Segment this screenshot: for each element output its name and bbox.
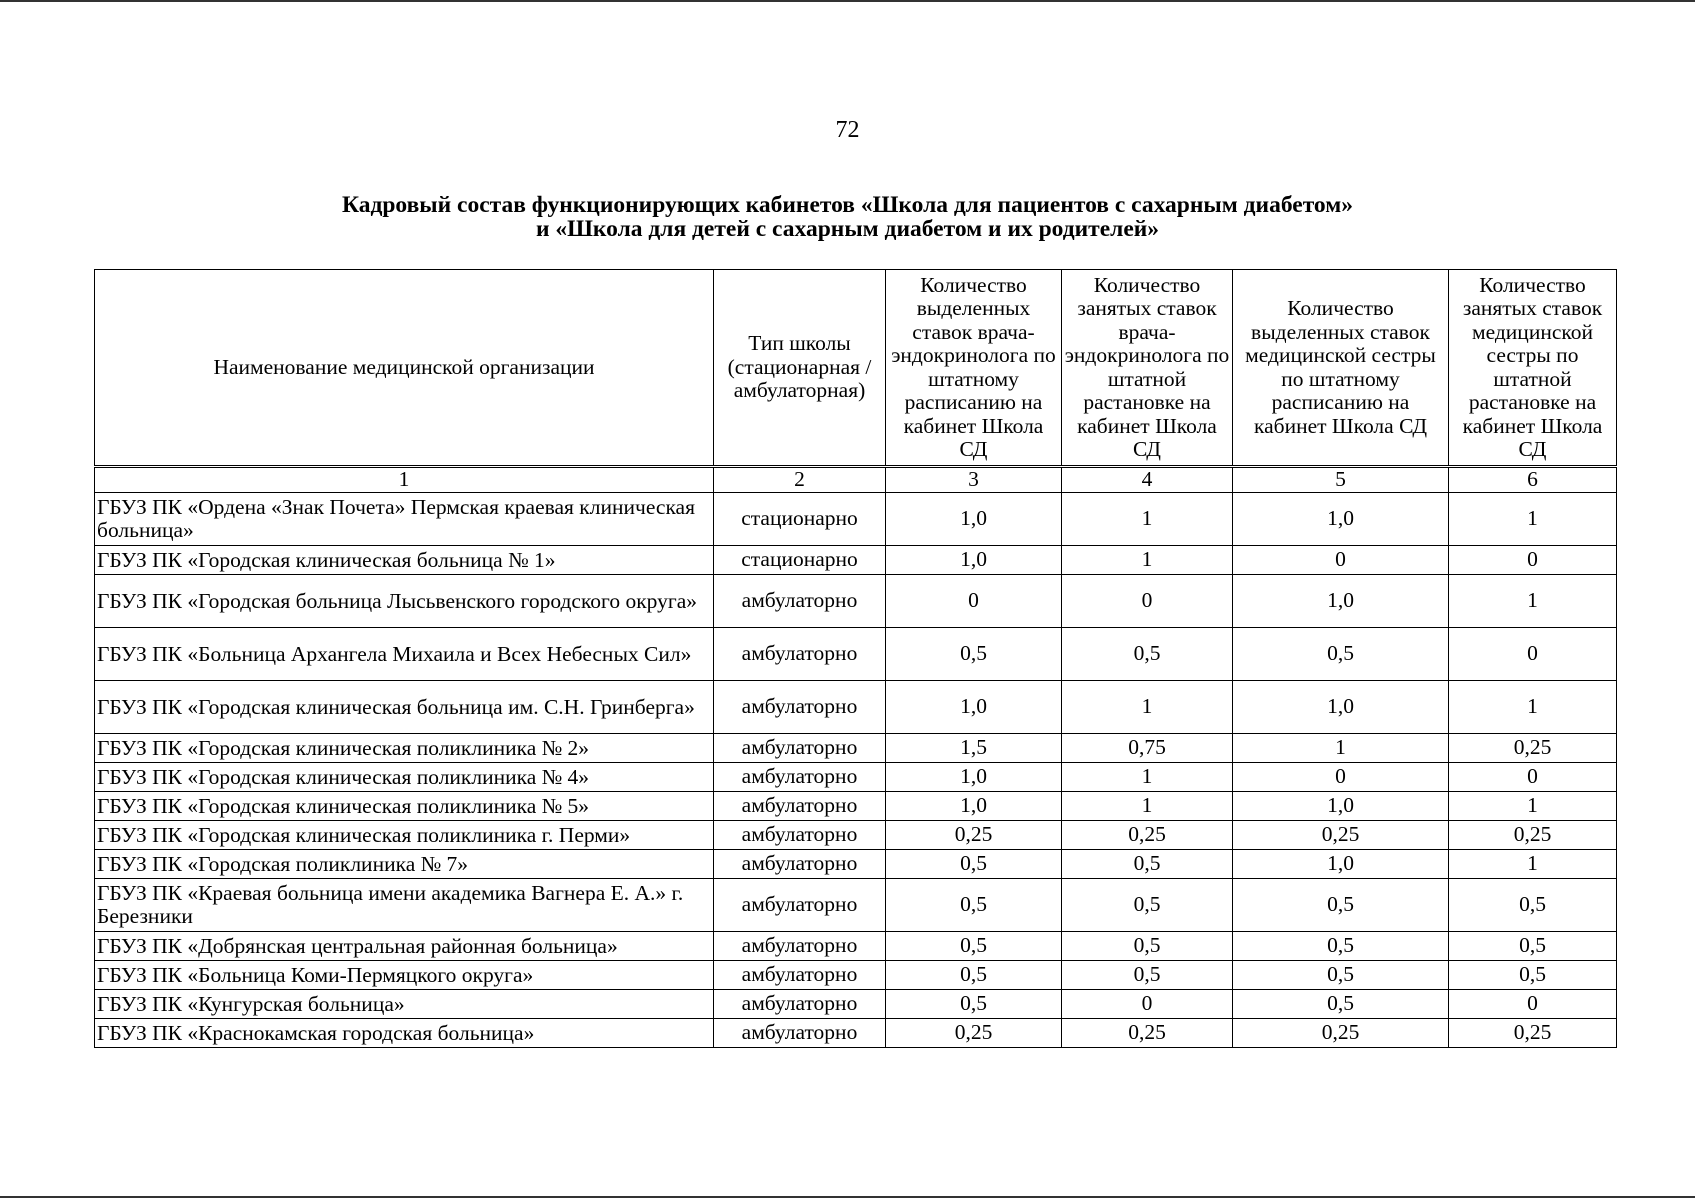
org-name-cell: ГБУЗ ПК «Кунгурская больница» — [95, 990, 714, 1019]
endo-occupied-cell: 1 — [1062, 546, 1233, 575]
endo-occupied-cell: 1 — [1062, 763, 1233, 792]
nurse-occupied-cell: 1 — [1449, 792, 1617, 821]
staff-table — [94, 269, 1617, 1048]
title-line-1: Кадровый состав функционирующих кабинетов «Школа для пациентов с сахарным диабетом» — [341, 192, 1353, 218]
table-row — [95, 1019, 1617, 1048]
nurse-occupied-cell: 0 — [1449, 763, 1617, 792]
table-row — [95, 932, 1617, 961]
school-type-cell: амбулаторно — [714, 850, 886, 879]
school-type-cell: амбулаторно — [714, 628, 886, 681]
endo-occupied-cell: 1 — [1062, 681, 1233, 734]
endo-allocated-cell: 0,5 — [886, 628, 1062, 681]
nurse-allocated-cell: 1,0 — [1233, 575, 1449, 628]
table-body — [95, 493, 1617, 1048]
nurse-occupied-cell: 0,5 — [1449, 961, 1617, 990]
nurse-allocated-cell: 1,0 — [1233, 493, 1449, 546]
org-name-cell: ГБУЗ ПК «Городская клиническая больница № 1» — [95, 546, 714, 575]
nurse-allocated-cell: 1,0 — [1233, 850, 1449, 879]
endo-occupied-cell: 0,5 — [1062, 879, 1233, 932]
table-row — [95, 792, 1617, 821]
endo-allocated-cell: 0,5 — [886, 961, 1062, 990]
org-name-cell: ГБУЗ ПК «Городская клиническая поликлиника г. Перми» — [95, 821, 714, 850]
endo-allocated-cell: 0,5 — [886, 932, 1062, 961]
org-name-cell: ГБУЗ ПК «Больница Коми-Пермяцкого округа» — [95, 961, 714, 990]
table-row — [95, 681, 1617, 734]
endo-occupied-cell: 0 — [1062, 990, 1233, 1019]
column-number: 3 — [886, 467, 1062, 493]
page-bottom-border — [0, 1196, 1695, 1198]
endo-allocated-cell: 1,0 — [886, 792, 1062, 821]
table-row — [95, 734, 1617, 763]
endo-occupied-cell: 0,25 — [1062, 1019, 1233, 1048]
nurse-allocated-cell: 0,5 — [1233, 932, 1449, 961]
table-row — [95, 821, 1617, 850]
org-name-cell: ГБУЗ ПК «Городская больница Лысьвенского городского округа» — [95, 575, 714, 628]
header-endo-occupied: Количество занятых ставок врача-эндокринолога по штатной растановке на кабинет Школа СД — [1062, 270, 1233, 467]
nurse-occupied-cell: 1 — [1449, 575, 1617, 628]
title-line-2: и «Школа для детей с сахарным диабетом и их родителей» — [535, 216, 1160, 242]
org-name-cell: ГБУЗ ПК «Добрянская центральная районная больница» — [95, 932, 714, 961]
nurse-occupied-cell: 1 — [1449, 681, 1617, 734]
endo-allocated-cell: 0,5 — [886, 879, 1062, 932]
school-type-cell: стационарно — [714, 493, 886, 546]
table-row — [95, 546, 1617, 575]
table-row — [95, 961, 1617, 990]
endo-allocated-cell: 0,5 — [886, 990, 1062, 1019]
nurse-allocated-cell: 1,0 — [1233, 681, 1449, 734]
page-top-border — [0, 0, 1695, 2]
school-type-cell: амбулаторно — [714, 1019, 886, 1048]
column-number: 5 — [1233, 467, 1449, 493]
column-number: 6 — [1449, 467, 1617, 493]
org-name-cell: ГБУЗ ПК «Городская поликлиника № 7» — [95, 850, 714, 879]
endo-occupied-cell: 0,5 — [1062, 628, 1233, 681]
nurse-allocated-cell: 0 — [1233, 546, 1449, 575]
nurse-occupied-cell: 0,5 — [1449, 879, 1617, 932]
endo-allocated-cell: 0,25 — [886, 821, 1062, 850]
header-nurse-allocated: Количество выделенных ставок медицинской сестры по штатному расписанию на кабинет Школа СД — [1233, 270, 1449, 467]
school-type-cell: амбулаторно — [714, 734, 886, 763]
nurse-occupied-cell: 0,5 — [1449, 932, 1617, 961]
endo-occupied-cell: 1 — [1062, 792, 1233, 821]
school-type-cell: амбулаторно — [714, 932, 886, 961]
endo-allocated-cell: 1,0 — [886, 681, 1062, 734]
org-name-cell: ГБУЗ ПК «Городская клиническая больница им. С.Н. Гринберга» — [95, 681, 714, 734]
endo-occupied-cell: 0,25 — [1062, 821, 1233, 850]
org-name-cell: ГБУЗ ПК «Краснокамская городская больница» — [95, 1019, 714, 1048]
header-school-type: Тип школы (стационарная / амбулаторная) — [714, 270, 886, 467]
org-name-cell: ГБУЗ ПК «Городская клиническая поликлиника № 4» — [95, 763, 714, 792]
column-number: 2 — [714, 467, 886, 493]
school-type-cell: амбулаторно — [714, 990, 886, 1019]
nurse-allocated-cell: 0,5 — [1233, 628, 1449, 681]
table-row — [95, 763, 1617, 792]
org-name-cell: ГБУЗ ПК «Городская клиническая поликлиника № 5» — [95, 792, 714, 821]
endo-allocated-cell: 0 — [886, 575, 1062, 628]
endo-allocated-cell: 1,0 — [886, 763, 1062, 792]
table-row — [95, 575, 1617, 628]
org-name-cell: ГБУЗ ПК «Городская клиническая поликлиника № 2» — [95, 734, 714, 763]
endo-occupied-cell: 0,5 — [1062, 850, 1233, 879]
nurse-occupied-cell: 0,25 — [1449, 1019, 1617, 1048]
header-endo-allocated: Количество выделенных ставок врача-эндокринолога по штатному расписанию на кабинет Школа СД — [886, 270, 1062, 467]
nurse-allocated-cell: 0 — [1233, 763, 1449, 792]
table-row — [95, 879, 1617, 932]
nurse-occupied-cell: 1 — [1449, 850, 1617, 879]
header-nurse-occupied: Количество занятых ставок медицинской сестры по штатной растановке на кабинет Школа СД — [1449, 270, 1617, 467]
endo-allocated-cell: 0,5 — [886, 850, 1062, 879]
nurse-allocated-cell: 0,5 — [1233, 990, 1449, 1019]
header-org-name: Наименование медицинской организации — [95, 270, 714, 467]
endo-occupied-cell: 0,75 — [1062, 734, 1233, 763]
nurse-occupied-cell: 0,25 — [1449, 821, 1617, 850]
endo-allocated-cell: 1,5 — [886, 734, 1062, 763]
endo-occupied-cell: 0 — [1062, 575, 1233, 628]
table-row — [95, 493, 1617, 546]
org-name-cell: ГБУЗ ПК «Больница Архангела Михаила и Всех Небесных Сил» — [95, 628, 714, 681]
column-number-row — [95, 467, 1617, 493]
nurse-allocated-cell: 0,25 — [1233, 1019, 1449, 1048]
school-type-cell: амбулаторно — [714, 961, 886, 990]
endo-occupied-cell: 0,5 — [1062, 932, 1233, 961]
endo-allocated-cell: 1,0 — [886, 493, 1062, 546]
school-type-cell: стационарно — [714, 546, 886, 575]
nurse-occupied-cell: 0,25 — [1449, 734, 1617, 763]
column-number: 1 — [95, 467, 714, 493]
table-row — [95, 990, 1617, 1019]
school-type-cell: амбулаторно — [714, 821, 886, 850]
nurse-occupied-cell: 0 — [1449, 628, 1617, 681]
nurse-allocated-cell: 0,25 — [1233, 821, 1449, 850]
nurse-allocated-cell: 1,0 — [1233, 792, 1449, 821]
nurse-allocated-cell: 0,5 — [1233, 961, 1449, 990]
nurse-occupied-cell: 1 — [1449, 493, 1617, 546]
endo-occupied-cell: 1 — [1062, 493, 1233, 546]
column-number: 4 — [1062, 467, 1233, 493]
org-name-cell: ГБУЗ ПК «Ордена «Знак Почета» Пермская краевая клиническая больница» — [95, 493, 714, 546]
page-number: 72 — [835, 117, 860, 143]
nurse-occupied-cell: 0 — [1449, 546, 1617, 575]
nurse-allocated-cell: 1 — [1233, 734, 1449, 763]
table-row — [95, 628, 1617, 681]
school-type-cell: амбулаторно — [714, 575, 886, 628]
document-title — [0, 193, 1695, 241]
school-type-cell: амбулаторно — [714, 792, 886, 821]
table-row — [95, 850, 1617, 879]
school-type-cell: амбулаторно — [714, 681, 886, 734]
nurse-occupied-cell: 0 — [1449, 990, 1617, 1019]
endo-allocated-cell: 1,0 — [886, 546, 1062, 575]
org-name-cell: ГБУЗ ПК «Краевая больница имени академика Вагнера Е. А.» г. Березники — [95, 879, 714, 932]
school-type-cell: амбулаторно — [714, 763, 886, 792]
endo-occupied-cell: 0,5 — [1062, 961, 1233, 990]
nurse-allocated-cell: 0,5 — [1233, 879, 1449, 932]
endo-allocated-cell: 0,25 — [886, 1019, 1062, 1048]
table-header-row — [95, 270, 1617, 467]
school-type-cell: амбулаторно — [714, 879, 886, 932]
